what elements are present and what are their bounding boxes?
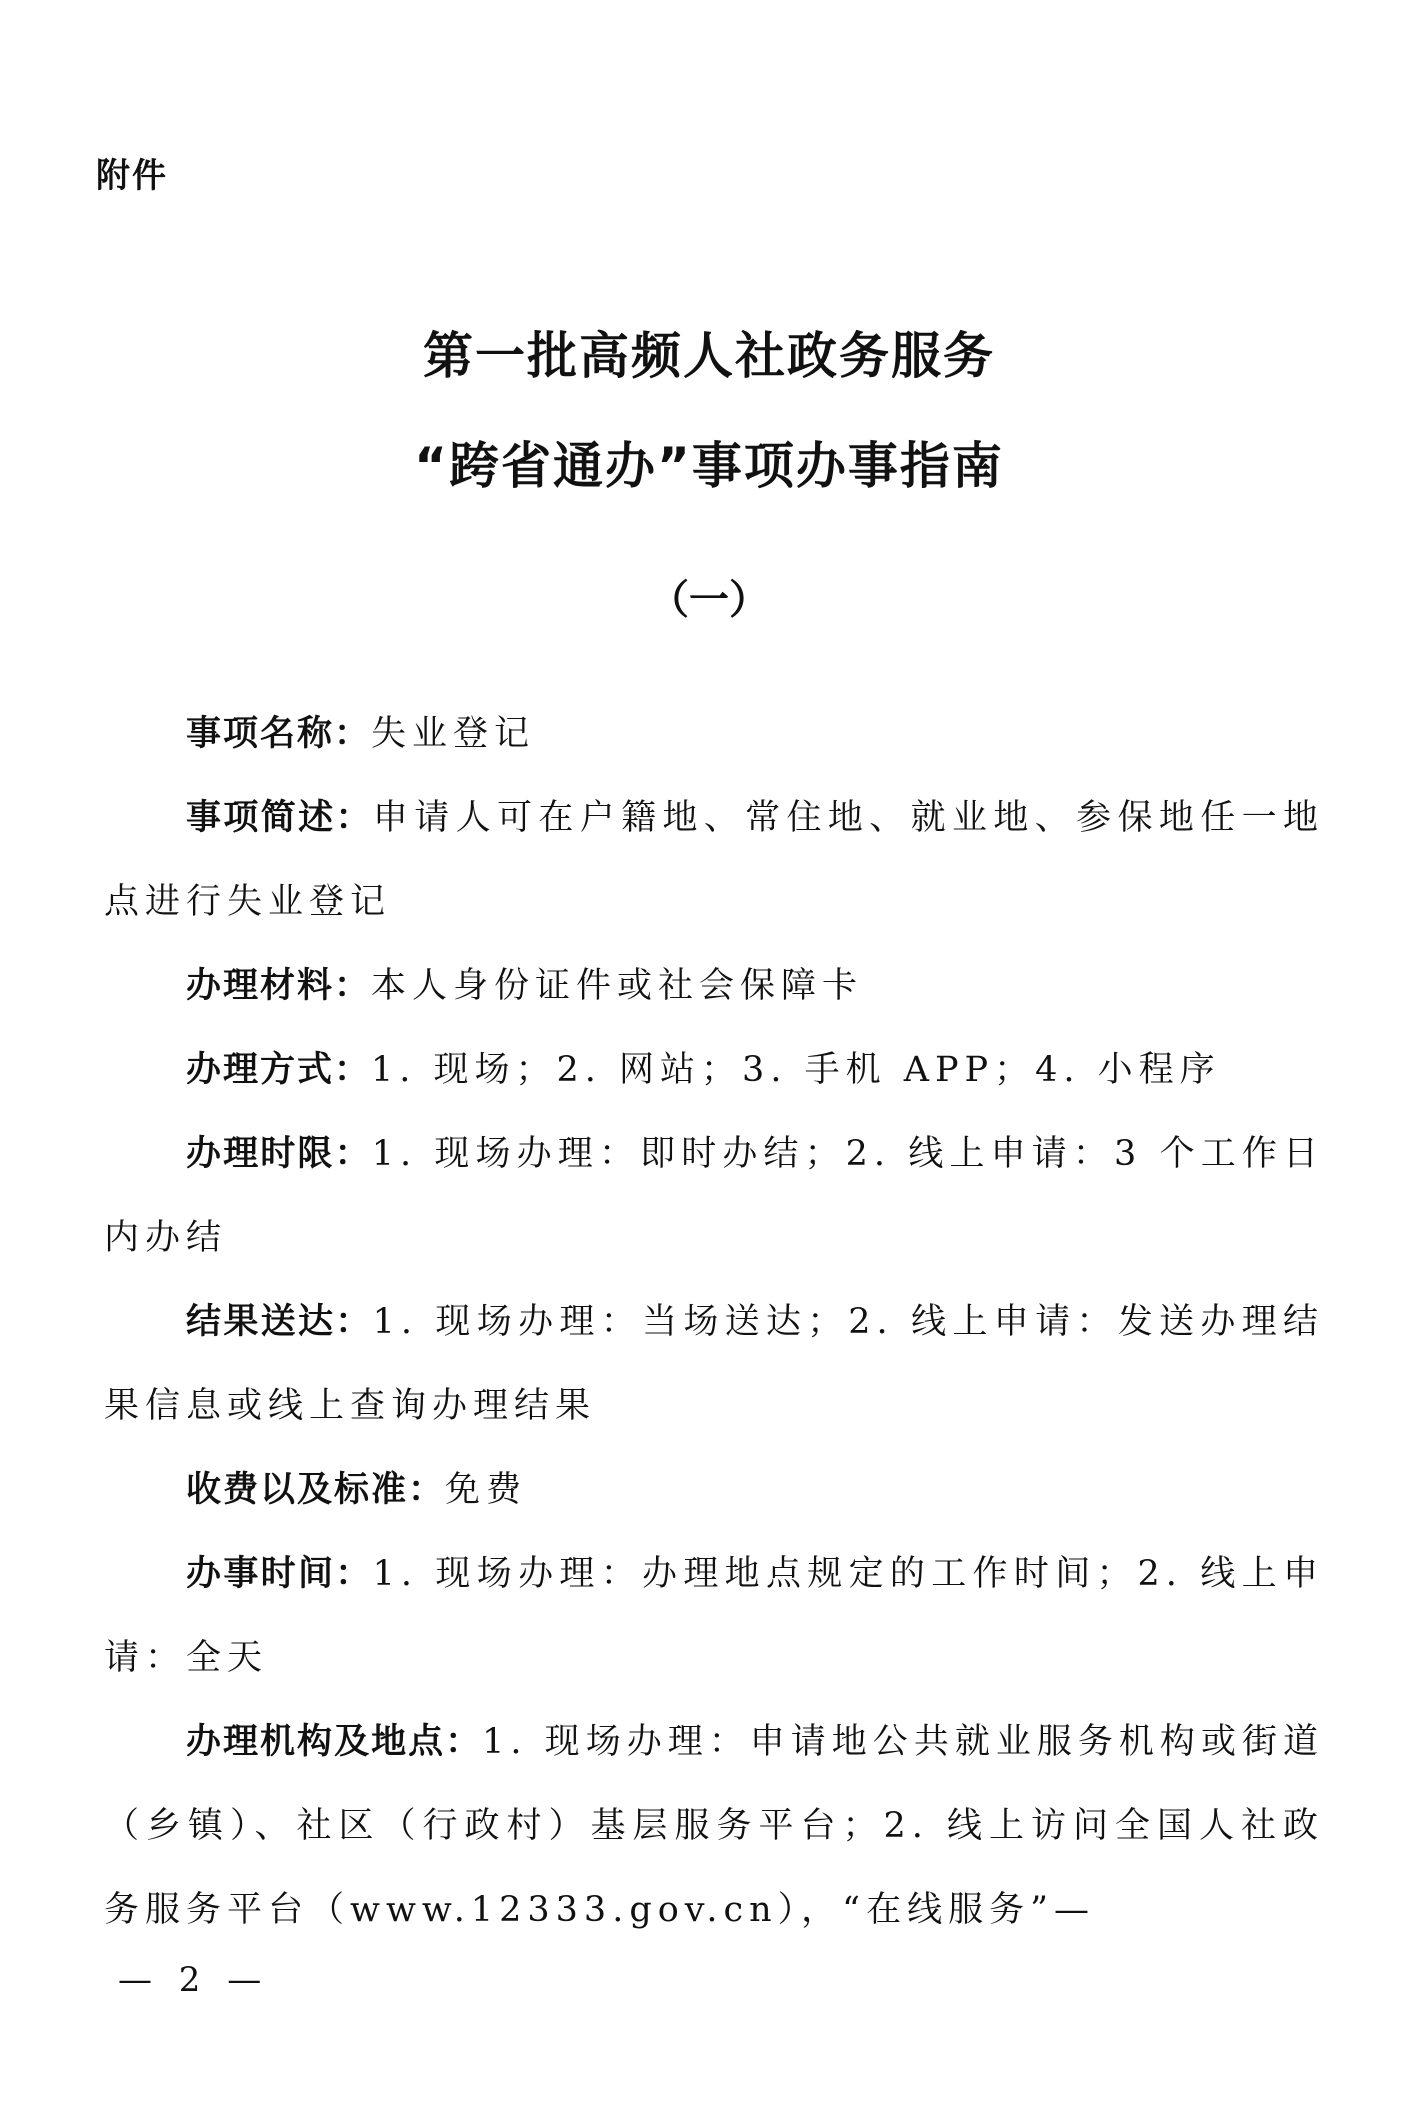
item-service-hours xyxy=(104,1532,1324,1700)
section-number: （一） xyxy=(649,577,769,623)
field-label: 办理时限： xyxy=(186,1134,372,1174)
field-label: 办理机构及地点： xyxy=(186,1722,483,1762)
field-label: 办事时间： xyxy=(186,1554,373,1594)
item-description xyxy=(104,776,1324,944)
field-value: 1. 现场；2. 网站；3. 手机 APP；4. 小程序 xyxy=(371,1050,1221,1090)
field-value: 1. 现场办理：申请地公共就业服务机构或街道（乡镇）、社区（行政村）基层服务平台；2. 线上访问全国人社政务服务平台（www.12333.gov.cn），“在线服务”— xyxy=(104,1722,1324,1930)
field-label: 结果送达： xyxy=(186,1302,373,1342)
attachment-label: 附件 xyxy=(96,156,168,196)
field-value: 失业登记 xyxy=(371,714,536,754)
field-value: 免费 xyxy=(445,1470,528,1510)
field-label: 事项简述： xyxy=(186,798,373,838)
item-fees xyxy=(104,1448,1324,1532)
item-materials xyxy=(104,944,1324,1028)
document-title-line2: “跨省通办”事项办事指南 xyxy=(414,437,1004,495)
field-label: 事项名称： xyxy=(186,714,372,754)
item-time-limit xyxy=(104,1112,1324,1280)
field-label: 办理材料： xyxy=(186,966,372,1006)
page-number: — 2 — xyxy=(118,1960,270,2000)
field-value: 1. 现场办理：办理地点规定的工作时间；2. 线上申请：全天 xyxy=(104,1554,1324,1678)
field-label: 办理方式： xyxy=(186,1050,372,1090)
document-title-line1: 第一批高频人社政务服务 xyxy=(423,327,995,385)
field-label: 收费以及标准： xyxy=(186,1470,446,1510)
item-result-delivery xyxy=(104,1280,1324,1448)
item-methods xyxy=(104,1028,1324,1112)
item-agency-location xyxy=(104,1700,1324,1952)
item-name xyxy=(104,692,1324,776)
field-value: 申请人可在户籍地、常住地、就业地、参保地任一地点进行失业登记 xyxy=(104,798,1324,922)
field-value: 1. 现场办理：当场送达；2. 线上申请：发送办理结果信息或线上查询办理结果 xyxy=(104,1302,1324,1426)
field-value: 本人身份证件或社会保障卡 xyxy=(371,966,864,1006)
field-value: 1. 现场办理：即时办结；2. 线上申请：3 个工作日内办结 xyxy=(104,1134,1324,1258)
